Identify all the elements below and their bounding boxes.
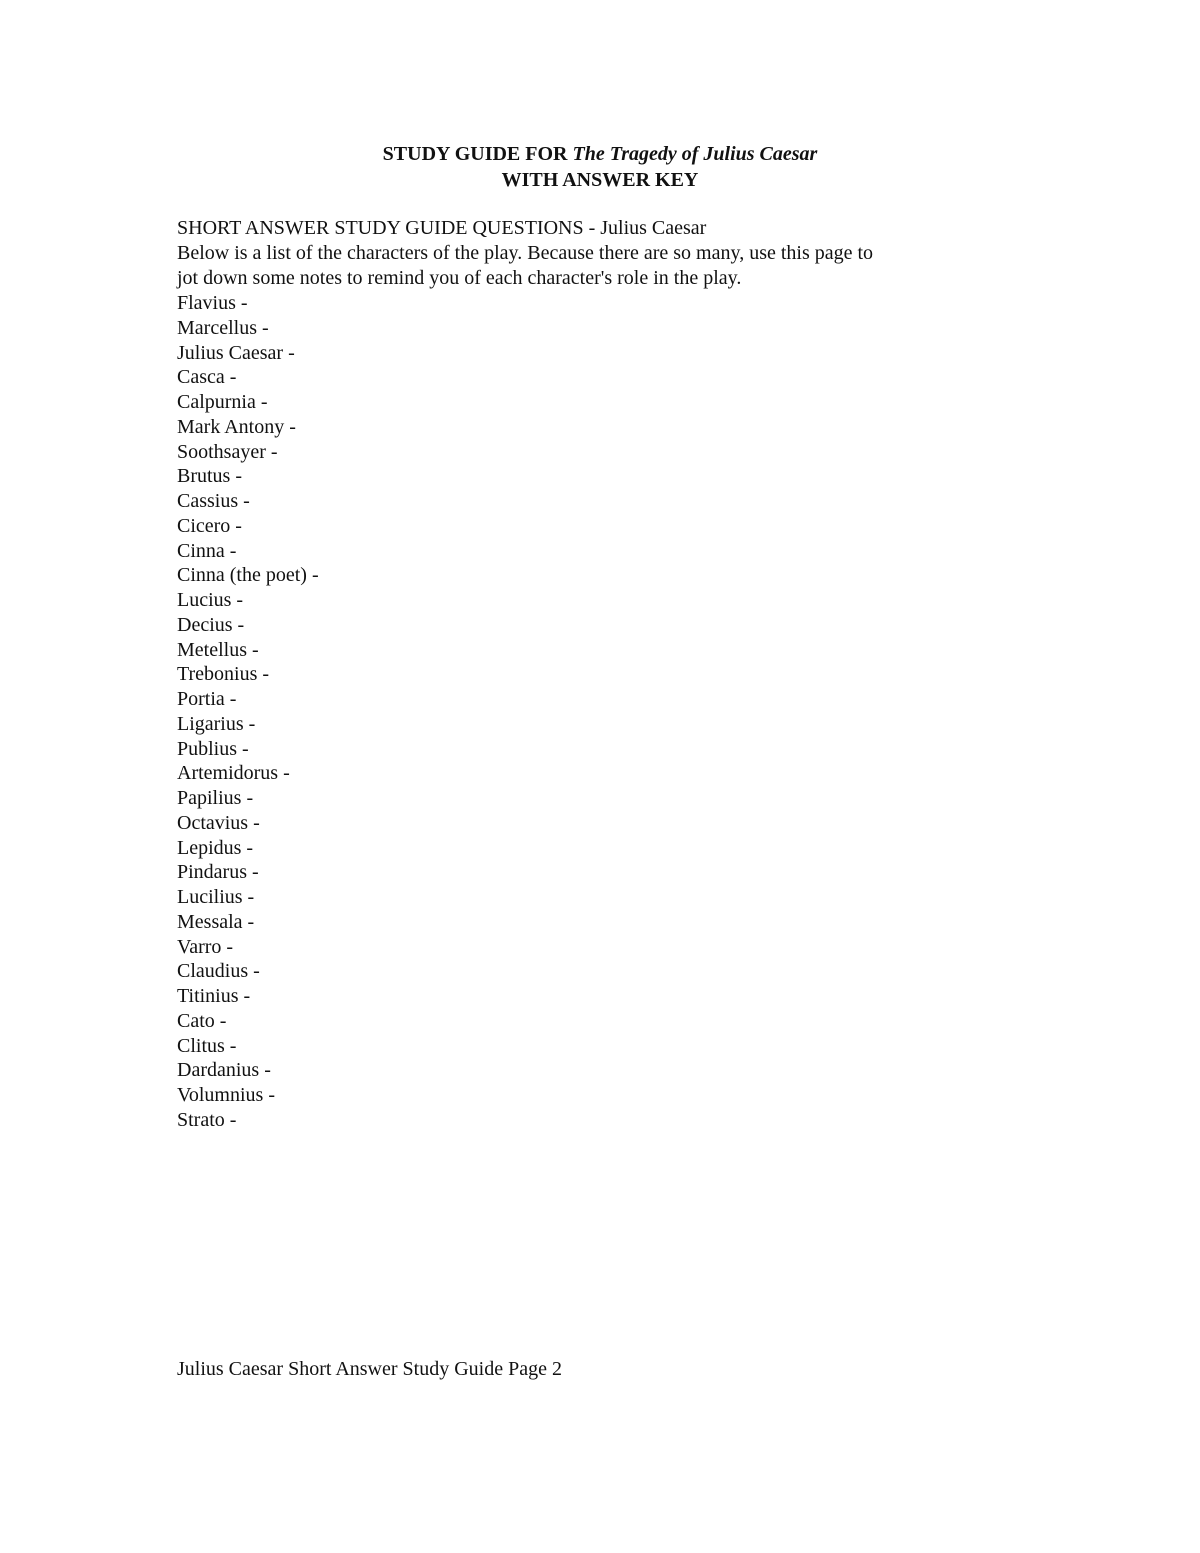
character-list-item: Cinna (the poet) -	[177, 564, 319, 587]
intro-line-2: jot down some notes to remind you of each character's role in the play.	[177, 267, 742, 289]
character-list-item: Volumnius -	[177, 1084, 275, 1106]
character-list-item: Papilius -	[177, 787, 254, 809]
character-list-item: Decius -	[177, 613, 245, 636]
character-list-item: Varro -	[177, 935, 234, 958]
character-list-item: Metellus -	[177, 638, 259, 661]
title-prefix: STUDY GUIDE FOR	[382, 143, 573, 165]
character-list-item: Octavius -	[177, 811, 260, 834]
character-list-item: Titinius -	[177, 985, 251, 1007]
character-list-item: Publius -	[177, 737, 249, 760]
character-list-item: Cato -	[177, 1009, 227, 1032]
title-block	[0, 141, 1200, 193]
character-list-item: Cinna -	[177, 539, 237, 562]
character-list-item: Marcellus -	[177, 316, 269, 339]
intro-line-1: Below is a list of the characters of the play. Because there are so many, use this page to	[177, 242, 874, 264]
character-list-item: Claudius -	[177, 960, 260, 983]
page-subtitle: WITH ANSWER KEY	[501, 169, 699, 191]
character-list-item: Mark Antony -	[177, 415, 296, 438]
character-list-item: Cassius -	[177, 490, 250, 512]
character-list-item: Lucius -	[177, 589, 244, 611]
character-list-item: Messala -	[177, 910, 255, 933]
character-list-item: Portia -	[177, 688, 237, 710]
character-list-item: Ligarius -	[177, 712, 256, 735]
character-list-item: Julius Caesar -	[177, 341, 295, 364]
character-list-item: Clitus -	[177, 1034, 237, 1057]
character-list-item: Casca -	[177, 366, 237, 389]
character-list-item: Strato -	[177, 1108, 237, 1131]
page-footer: Julius Caesar Short Answer Study Guide Page 2	[177, 1358, 562, 1380]
character-list-item: Calpurnia -	[177, 391, 268, 413]
character-list-item: Artemidorus -	[177, 762, 290, 785]
character-list-item: Dardanius -	[177, 1059, 271, 1082]
character-list-item: Soothsayer -	[177, 440, 278, 463]
character-list-item: Lepidus -	[177, 836, 254, 859]
page-title	[0, 141, 1200, 167]
character-list-item: Lucilius -	[177, 886, 255, 908]
character-list	[177, 291, 957, 1133]
character-list-item: Pindarus -	[177, 861, 259, 884]
character-list-item: Flavius -	[177, 292, 248, 314]
title-italic: The Tragedy of Julius Caesar	[572, 143, 818, 165]
character-list-item: Trebonius -	[177, 663, 270, 686]
character-list-item: Brutus -	[177, 465, 242, 488]
body-block	[177, 216, 957, 1133]
character-list-item: Cicero -	[177, 514, 242, 537]
section-heading: SHORT ANSWER STUDY GUIDE QUESTIONS - Julius Caesar	[177, 217, 707, 239]
